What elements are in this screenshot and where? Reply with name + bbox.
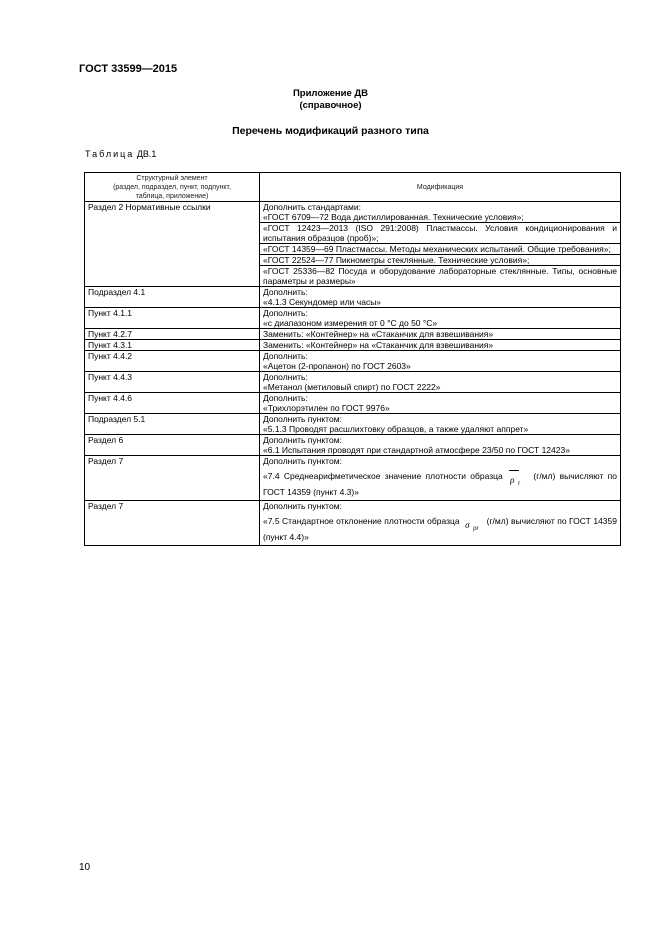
- table-row: [85, 393, 621, 414]
- symbol-subscript: ρr: [473, 525, 479, 532]
- table-row: [85, 456, 621, 501]
- modification-line: Дополнить стандартами:: [263, 202, 361, 212]
- modification-line: «Трихлорэтилен по ГОСТ 9976»: [263, 403, 390, 413]
- table-row: [85, 501, 621, 546]
- table-row: [85, 202, 621, 287]
- table-row: [85, 372, 621, 393]
- modification-line: Дополнить:: [263, 393, 308, 403]
- appendix-heading: [0, 88, 661, 112]
- modification-line: Дополнить пунктом:: [263, 456, 342, 466]
- symbol-subscript: r: [518, 480, 521, 487]
- list-title: Перечень модификаций разного типа: [232, 125, 429, 137]
- table-row: [85, 329, 621, 340]
- table-caption-word: Таблица: [85, 149, 135, 159]
- modification-line: «с диапазоном измерения от 0 °С до 50 °С»: [263, 318, 438, 328]
- formula-text-after: (г/мл) вычисляют по ГОСТ 14359 (пункт 4.3)»: [263, 471, 617, 497]
- modification-cell: [260, 393, 621, 414]
- header-modification: Модификация: [260, 173, 621, 202]
- modification-line: Дополнить пунктом:: [263, 435, 342, 445]
- modification-line: «4.1.3 Секундомер или часы»: [263, 297, 382, 307]
- appendix-subtitle: (справочное): [299, 100, 362, 111]
- modification-cell: [260, 308, 621, 329]
- modification-line: Дополнить:: [263, 372, 308, 382]
- standard-reference: «ГОСТ 14359—69 Пластмассы. Методы механических испытаний. Общие требования»;: [260, 243, 620, 254]
- modification-cell: [260, 351, 621, 372]
- table-row: [85, 340, 621, 351]
- standard-header: ГОСТ 33599—2015: [79, 63, 178, 75]
- structural-element-cell: Пункт 4.1.1: [85, 308, 260, 329]
- modification-line: Дополнить пунктом:: [263, 501, 342, 511]
- modification-cell: [260, 456, 621, 501]
- modification-line: «Ацетон (2-пропанон) по ГОСТ 2603»: [263, 361, 411, 371]
- standard-reference: «ГОСТ 25336—82 Посуда и оборудование лабораторные стеклянные. Типы, основные параметры и размеры»: [260, 265, 620, 286]
- structural-element-cell: Пункт 4.3.1: [85, 340, 260, 351]
- modification-line: Дополнить:: [263, 308, 308, 318]
- modification-cell: [260, 372, 621, 393]
- formula-paragraph: [263, 468, 617, 500]
- table-row: [85, 435, 621, 456]
- formula-symbol: [507, 470, 529, 487]
- appendix-title: Приложение ДВ: [292, 88, 369, 99]
- formula-text-before: «7.4 Среднеарифметическое значение плотности образца: [263, 471, 503, 481]
- modification-line: Заменить: «Контейнер» на «Стаканчик для взвешивания»: [263, 329, 494, 339]
- structural-element-cell: Подраздел 4.1: [85, 287, 260, 308]
- modification-line: Дополнить:: [263, 287, 308, 297]
- formula-text-before: «7.5 Стандартное отклонение плотности образца: [263, 516, 460, 526]
- header-structural-element: Структурный элемент (раздел, подраздел, пункт, подпункт, таблица, приложение): [85, 173, 260, 202]
- standard-reference: «ГОСТ 12423—2013 (ISO 291:2008) Пластмассы. Условия кондиционирования и испытания образцов (проб)»;: [260, 222, 620, 243]
- modification-cell: [260, 340, 621, 351]
- table-caption-number: ДВ.1: [136, 149, 157, 159]
- modification-line: «Метанол (метиловый спирт) по ГОСТ 2222»: [263, 382, 441, 392]
- structural-element-cell: Раздел 6: [85, 435, 260, 456]
- structural-element-cell: Раздел 7: [85, 501, 260, 546]
- structural-element-cell: Пункт 4.4.6: [85, 393, 260, 414]
- modifications-table: [84, 172, 621, 546]
- modification-line: «6.1 Испытания проводят при стандартной атмосфере 23/50 по ГОСТ 12423»: [263, 445, 570, 455]
- overline-mark: [509, 470, 519, 471]
- table-body: [85, 202, 621, 546]
- symbol-glyph: σ: [465, 519, 470, 530]
- structural-element-cell: Раздел 7: [85, 456, 260, 501]
- symbol-glyph: ρ: [510, 474, 515, 485]
- modification-line: Дополнить:: [263, 351, 308, 361]
- table-row: [85, 287, 621, 308]
- structural-element-cell: Подраздел 5.1: [85, 414, 260, 435]
- table-header-row: [85, 173, 621, 202]
- structural-element-cell: Пункт 4.2.7: [85, 329, 260, 340]
- modification-line: «ГОСТ 6709—72 Вода дистиллированная. Технические условия»;: [263, 212, 524, 222]
- modification-cell: [260, 435, 621, 456]
- structural-element-cell: Пункт 4.4.3: [85, 372, 260, 393]
- modification-cell: [260, 202, 621, 287]
- page-number: 10: [79, 862, 91, 873]
- formula-text-after: (г/мл) вычисляют по ГОСТ 14359 (пункт 4.4)»: [263, 516, 617, 542]
- standard-reference: «ГОСТ 22524—77 Пикнометры стеклянные. Технические условия»;: [260, 254, 620, 265]
- modification-cell: [260, 414, 621, 435]
- modification-cell: [260, 501, 621, 546]
- table-caption: [85, 149, 156, 159]
- table-row: [85, 351, 621, 372]
- modification-cell: [260, 329, 621, 340]
- formula-symbol: [462, 515, 484, 532]
- modification-line: Заменить: «Контейнер» на «Стаканчик для взвешивания»: [263, 340, 494, 350]
- structural-element-cell: Пункт 4.4.2: [85, 351, 260, 372]
- modification-cell: [260, 287, 621, 308]
- table-row: [85, 308, 621, 329]
- formula-paragraph: [263, 513, 617, 545]
- table-row: [85, 414, 621, 435]
- modification-line: Дополнить пунктом:: [263, 414, 342, 424]
- structural-element-cell: Раздел 2 Нормативные ссылки: [85, 202, 260, 287]
- modification-line: «5.1.3 Проводят расшлихтовку образцов, а также удаляют аппрет»: [263, 424, 529, 434]
